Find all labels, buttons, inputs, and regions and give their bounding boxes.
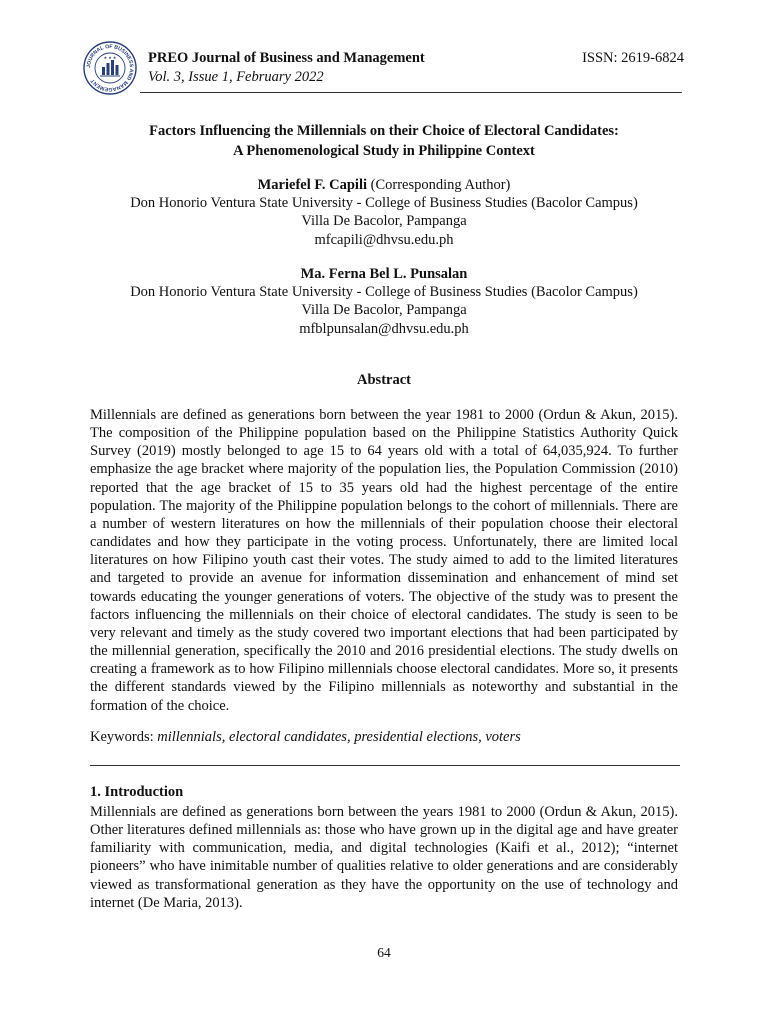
author-name: Mariefel F. Capili bbox=[257, 177, 368, 193]
journal-header bbox=[82, 36, 684, 96]
author-block bbox=[90, 265, 678, 338]
author-affiliation: Don Honorio Ventura State University - College of Business Studies (Bacolor Campus) bbox=[130, 284, 638, 301]
introduction-heading: 1. Introduction bbox=[90, 784, 184, 800]
keywords-label: Keywords: bbox=[90, 729, 158, 745]
paper-title-line-2: A Phenomenological Study in Philippine Context bbox=[233, 143, 535, 159]
svg-text:★ ★ ★: ★ ★ ★ bbox=[103, 55, 117, 60]
author-email: mfcapili@dhvsu.edu.ph bbox=[314, 231, 454, 248]
introduction-text: Millennials are defined as generations born between the years 1981 to 2000 (Ordun & Akun, 2015). Other literatures defined millennials as: those who have grown up in the digital age and have greater familiarity with communication, media, and digital technologies (Kaifi et al., 2012); “internet pioneers” who have inimitable number of qualities relative to older generations and are considerably viewed as transformational generation as they have the opportunity on the use of technology and internet (De Maria, 2013). bbox=[90, 804, 678, 911]
svg-text:JOURNAL OF BUSINESS AND MANAGE: JOURNAL OF BUSINESS AND MANAGEMENT bbox=[85, 43, 135, 93]
preo-journal-seal-icon bbox=[82, 40, 138, 96]
keywords bbox=[90, 729, 678, 746]
section-divider bbox=[90, 765, 680, 766]
journal-title: PREO Journal of Business and Management bbox=[148, 50, 425, 66]
author-name: Ma. Ferna Bel L. Punsalan bbox=[300, 266, 468, 282]
author-line bbox=[90, 265, 678, 283]
issn: ISSN: 2619-6824 bbox=[582, 50, 684, 66]
page-number: 64 bbox=[377, 945, 391, 960]
author-address: Villa De Bacolor, Pampanga bbox=[301, 302, 467, 319]
author-email: mfblpunsalan@dhvsu.edu.ph bbox=[299, 320, 469, 337]
paper-title-line-1: Factors Influencing the Millennials on their Choice of Electoral Candidates: bbox=[149, 123, 619, 139]
author-line bbox=[90, 176, 678, 194]
paper-title bbox=[90, 121, 678, 161]
journal-issue: Vol. 3, Issue 1, February 2022 bbox=[148, 69, 324, 85]
author-role: (Corresponding Author) bbox=[367, 177, 511, 193]
author-address: Villa De Bacolor, Pampanga bbox=[301, 213, 467, 230]
author-block bbox=[90, 176, 678, 249]
abstract-heading: Abstract bbox=[357, 372, 411, 388]
keywords-terms: millennials, electoral candidates, presidential elections, voters bbox=[157, 729, 521, 745]
abstract-text: Millennials are defined as generations born between the year 1981 to 2000 (Ordun & Akun, 2015). The composition of the Philippine population based on the Philippine Statistics Authority Quick Survey (2019) mostly belonged to age 15 to 64 years old with a total of 64,035,924. To further emphasize the age bracket where majority of the population lies, the Population Commission (2010) reported that the age bracket of 15 to 35 years old had the highest percentage of the entire population. The majority of the Philippine population belongs to the cohort of millennials. There are a number of western literatures on how the millennials of their population choose their electoral candidates and how they participate in the voting process. Unfortunately, there are limited local literatures on how Filipino youth cast their votes. The study aimed to add to the limited literatures and targeted to provide an avenue for information dissemination and enhancement of mind set towards educating the younger generations of voters. The objective of the study was to present the factors influencing the millennials on their choice of electoral candidates. The study is seen to be very relevant and timely as the study covered two important elections that had been participated by the millennial generation, specifically the 2010 and 2016 presidential elections. The study dwells on creating a framework as to how Filipino millennials choose electoral candidates. More so, it presents the different standards viewed by the Filipino millennials as noteworthy and substantial in the formation of the choice. bbox=[90, 407, 678, 714]
author-affiliation: Don Honorio Ventura State University - College of Business Studies (Bacolor Campus) bbox=[130, 195, 638, 212]
header-divider bbox=[140, 92, 682, 93]
